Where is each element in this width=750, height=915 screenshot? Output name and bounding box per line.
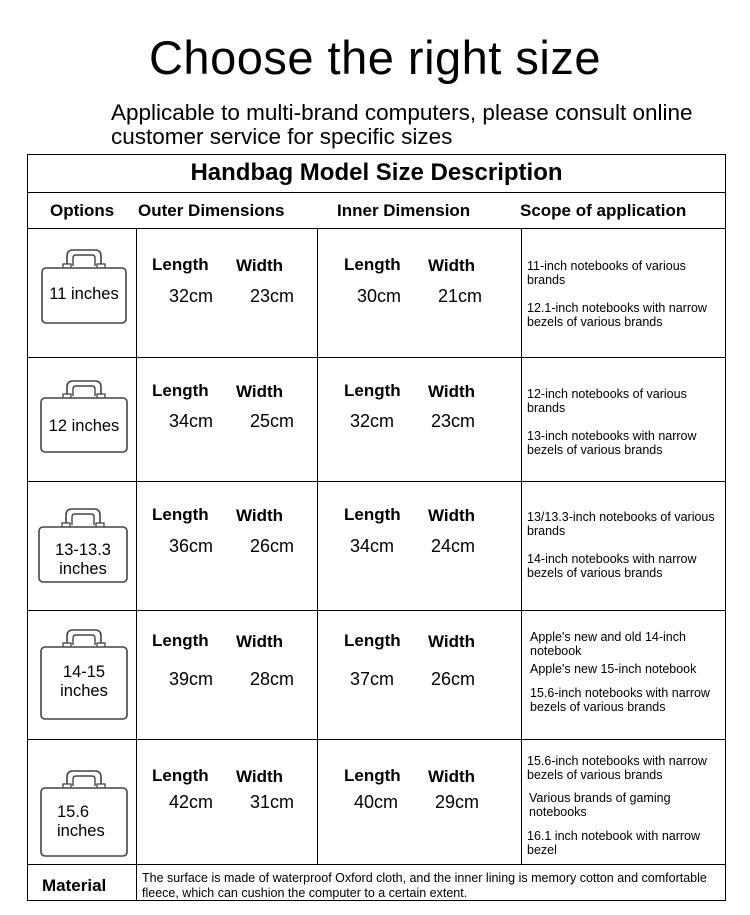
outer-length-value: 32cm	[169, 286, 214, 306]
outer-width-value: 28cm	[250, 669, 295, 689]
inner-length-label: Length	[344, 766, 401, 785]
inner-length-value: 30cm	[357, 286, 402, 306]
outer-width-label: Width	[236, 382, 284, 401]
size-label: 11 inches	[49, 285, 119, 303]
outer-length-label: Length	[152, 381, 209, 400]
page-title: Choose the right size	[148, 31, 602, 84]
laptop-bag-icon	[40, 628, 128, 720]
size-label: inches	[60, 682, 108, 700]
outer-length-label: Length	[152, 255, 209, 274]
outer-width-label: Width	[236, 767, 284, 786]
laptop-bag-icon	[38, 507, 128, 583]
laptop-bag-icon	[40, 769, 128, 857]
inner-length-value: 32cm	[350, 411, 395, 431]
size-label: 14-15	[62, 663, 106, 681]
table-row	[28, 610, 725, 739]
inner-width-label: Width	[428, 767, 476, 786]
table-row	[28, 357, 725, 481]
size-label: 13-13.3	[55, 541, 111, 559]
scope-item: 12.1-inch notebooks with narrow bezels of various brands	[527, 301, 707, 329]
scope-list	[527, 510, 726, 594]
scope-list	[527, 754, 726, 871]
outer-length-label: Length	[152, 505, 209, 524]
scope-item: 11-inch notebooks of various brands	[527, 259, 686, 287]
outer-width-value: 26cm	[250, 536, 295, 556]
scope-item: 13/13.3-inch notebooks of various brands	[527, 510, 715, 538]
inner-length-label: Length	[344, 255, 401, 274]
scope-item: 15.6-inch notebooks with narrow bezels of various brands	[530, 686, 710, 714]
table-caption: Handbag Model Size Description	[28, 155, 725, 193]
table-row	[28, 739, 725, 864]
laptop-bag-icon	[40, 379, 128, 453]
size-label: 12 inches	[48, 417, 120, 435]
size-label: inches	[57, 822, 105, 840]
outer-length-label: Length	[152, 631, 209, 650]
size-label: inches	[59, 560, 107, 578]
outer-length-value: 42cm	[169, 792, 214, 812]
page-subtitle: Applicable to multi-brand computers, please consult online customer service for specific sizes	[111, 100, 693, 149]
outer-width-value: 31cm	[250, 792, 295, 812]
scope-item: Various brands of gaming notebooks	[529, 791, 671, 819]
scope-item: 13-inch notebooks with narrow bezels of various brands	[527, 429, 697, 457]
outer-length-value: 39cm	[169, 669, 214, 689]
scope-item: Apple's new 15-inch notebook	[530, 662, 697, 676]
outer-width-label: Width	[236, 632, 284, 651]
header-inner-dimension: Inner Dimension	[337, 201, 471, 220]
table-row	[28, 481, 725, 610]
outer-length-value: 34cm	[169, 411, 214, 431]
scope-list	[527, 259, 726, 343]
table-row	[28, 228, 725, 357]
size-table	[27, 154, 726, 901]
header-outer-dimensions: Outer Dimensions	[138, 201, 285, 220]
outer-length-label: Length	[152, 766, 209, 785]
scope-item: 15.6-inch notebooks with narrow bezels of various brands	[527, 754, 707, 782]
inner-width-value: 24cm	[431, 536, 476, 556]
inner-width-label: Width	[428, 256, 476, 275]
inner-width-value: 21cm	[438, 286, 483, 306]
header-options: Options	[50, 201, 115, 220]
inner-width-label: Width	[428, 382, 476, 401]
scope-item: 14-inch notebooks with narrow bezels of various brands	[527, 552, 697, 580]
inner-length-label: Length	[344, 381, 401, 400]
grid-line	[136, 864, 137, 900]
inner-length-label: Length	[344, 505, 401, 524]
outer-length-value: 36cm	[169, 536, 214, 556]
inner-width-label: Width	[428, 506, 476, 525]
material-label: Material	[42, 876, 107, 895]
inner-width-value: 29cm	[435, 792, 480, 812]
outer-width-value: 25cm	[250, 411, 295, 431]
inner-length-value: 34cm	[350, 536, 395, 556]
inner-width-value: 23cm	[431, 411, 476, 431]
laptop-bag-icon	[41, 248, 127, 324]
scope-item: 12-inch notebooks of various brands	[527, 387, 687, 415]
scope-item: Apple's new and old 14-inch notebook	[530, 630, 686, 658]
outer-width-value: 23cm	[250, 286, 295, 306]
inner-length-value: 37cm	[350, 669, 395, 689]
size-label: 15.6	[57, 803, 90, 821]
scope-list	[530, 630, 729, 728]
inner-length-value: 40cm	[354, 792, 399, 812]
scope-list	[527, 387, 726, 471]
inner-width-value: 26cm	[431, 669, 476, 689]
inner-width-label: Width	[428, 632, 476, 651]
material-description: The surface is made of waterproof Oxford cloth, and the inner lining is memory cotton and comfortable fleece, which can cushion the computer to a certain extent.	[142, 871, 707, 900]
outer-width-label: Width	[236, 506, 284, 525]
header-scope: Scope of application	[520, 201, 687, 220]
inner-length-label: Length	[344, 631, 401, 650]
outer-width-label: Width	[236, 256, 284, 275]
scope-item: 16.1 inch notebook with narrow bezel	[527, 829, 701, 857]
